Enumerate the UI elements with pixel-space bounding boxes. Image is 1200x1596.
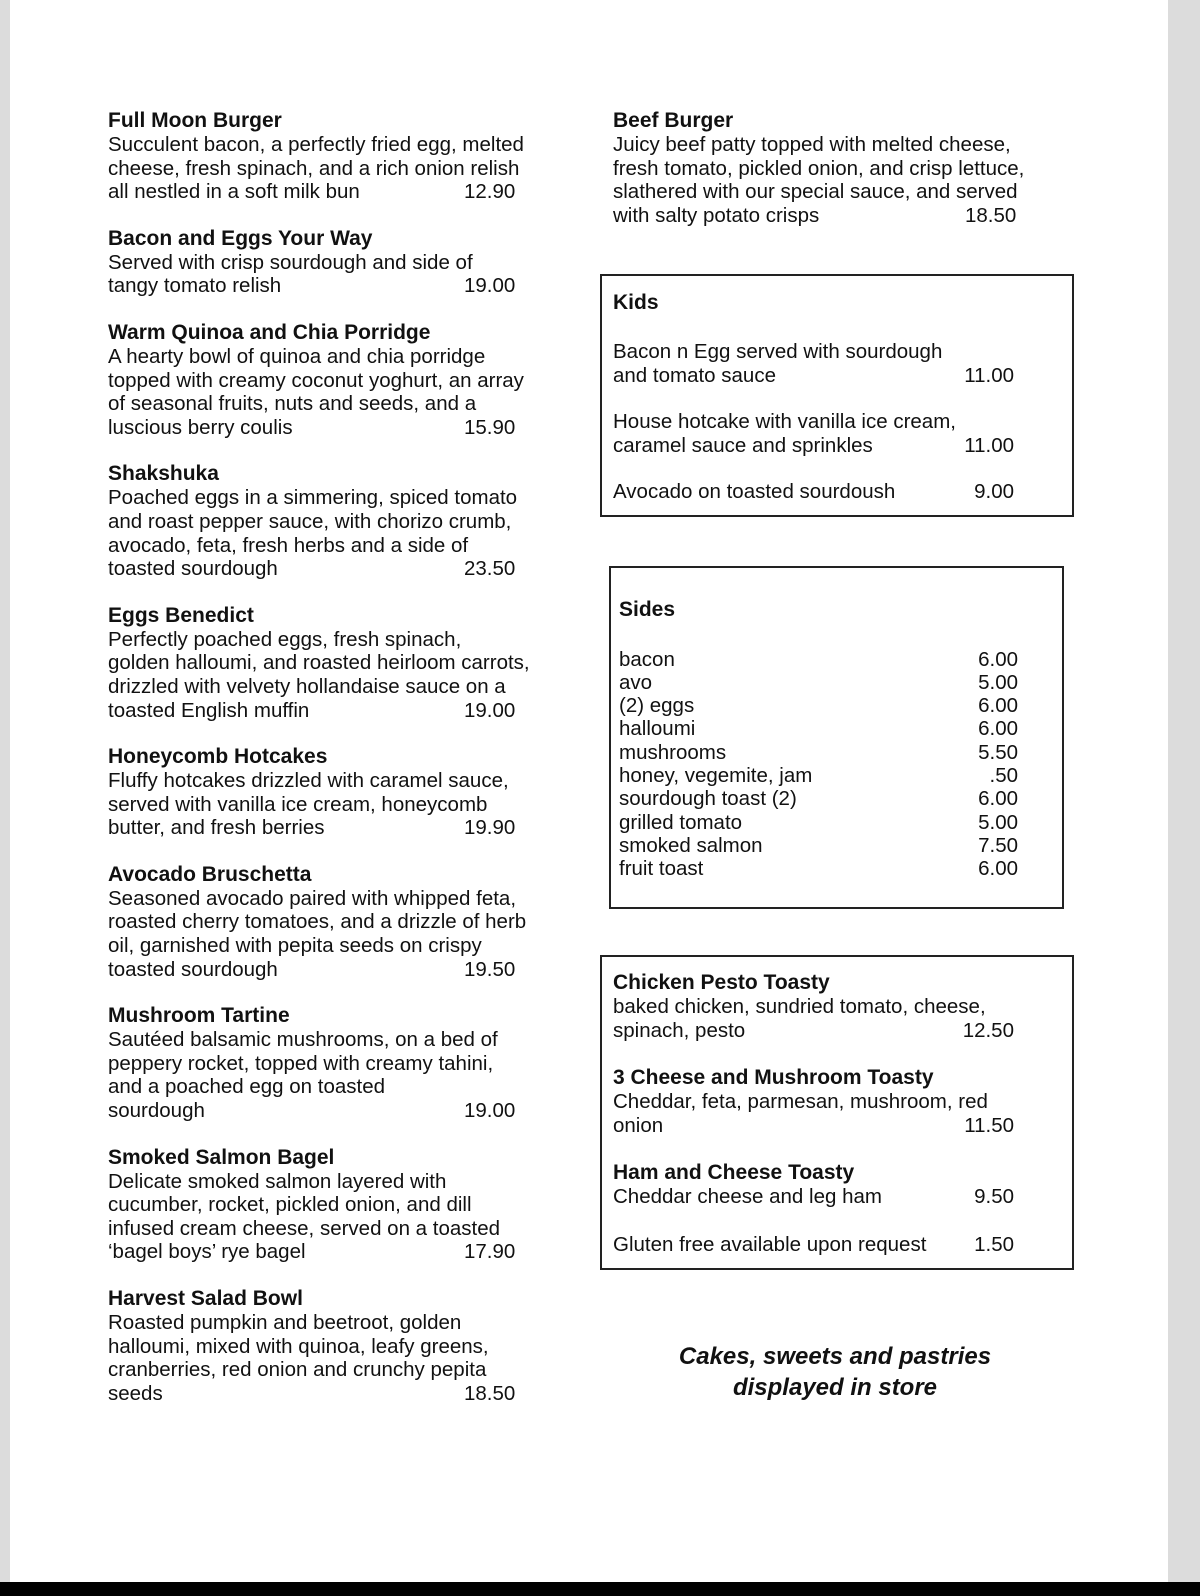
kids-item-price: 11.00: [964, 433, 1014, 457]
item-description: Roasted pumpkin and beetroot, golden: [108, 1311, 462, 1334]
side-item: [611, 717, 1062, 741]
item-description: cheese, fresh spinach, and a rich onion relish: [108, 156, 520, 180]
side-name: sourdough toast (2): [619, 787, 797, 810]
side-name: avo: [619, 671, 653, 694]
item-title: Full Moon Burger: [108, 109, 282, 132]
item-description-last: toasted English muffin 19.00: [108, 698, 516, 722]
sides-heading: Sides: [619, 598, 676, 621]
kids-item: [613, 340, 1068, 387]
kids-heading: Kids: [613, 291, 659, 314]
item-description: Served with crisp sourdough and side of: [108, 250, 473, 274]
item-price: 18.50: [965, 203, 1017, 227]
item-description: Juicy beef patty topped with melted cheese,: [613, 133, 1011, 156]
side-item: [611, 834, 1062, 858]
item-description: of seasonal fruits, nuts and seeds, and a: [108, 392, 477, 416]
item-description: Fluffy hotcakes drizzled with caramel sauce,: [108, 769, 509, 793]
side-item: [611, 857, 1062, 881]
item-price: 12.90: [464, 180, 516, 204]
menu-item: [108, 1146, 528, 1264]
item-title: Harvest Salad Bowl: [108, 1287, 303, 1310]
toasty-description: onion 11.50: [613, 1113, 1014, 1137]
side-price: 5.00: [978, 811, 1018, 834]
item-title: Shakshuka: [108, 462, 219, 486]
side-name: mushrooms: [619, 741, 727, 764]
toasty-item: [613, 1161, 1068, 1209]
toasty-title: Chicken Pesto Toasty: [613, 971, 830, 994]
toasty-price: 9.50: [974, 1185, 1014, 1208]
item-description-last: sourdough 19.00: [108, 1099, 516, 1123]
item-description: halloumi, mixed with quinoa, leafy greens,: [108, 1334, 489, 1358]
side-price: 6.00: [978, 787, 1018, 810]
item-title: Eggs Benedict: [108, 603, 254, 627]
cakes-note-line: displayed in store: [732, 1374, 938, 1401]
item-description: Perfectly poached eggs, fresh spinach,: [108, 627, 462, 651]
item-description: and a poached egg on toasted: [108, 1075, 385, 1099]
item-description: Sautéed balsamic mushrooms, on a bed of: [108, 1028, 498, 1052]
item-description-last: luscious berry coulis 15.90: [108, 415, 516, 439]
item-description: fresh tomato, pickled onion, and crisp lettuce,: [613, 156, 1025, 180]
toasty-description: Cheddar, feta, parmesan, mushroom, red: [613, 1090, 988, 1113]
item-title: Warm Quinoa and Chia Porridge: [108, 320, 431, 344]
item-title: Beef Burger: [613, 109, 734, 132]
item-description: oil, garnished with pepita seeds on crispy: [108, 934, 482, 958]
gluten-free-note: Gluten free available upon request 1.50: [613, 1233, 1014, 1256]
item-price: 19.90: [464, 816, 516, 840]
item-title: Smoked Salmon Bagel: [108, 1145, 335, 1169]
item-description-last: toasted sourdough 23.50: [108, 557, 516, 581]
side-price: .50: [989, 764, 1018, 787]
side-price: 6.00: [978, 694, 1018, 717]
side-name: honey, vegemite, jam: [619, 764, 813, 787]
item-description: Poached eggs in a simmering, spiced tomato: [108, 486, 518, 510]
kids-item-line: Avocado on toasted sourdoush 9.00: [613, 480, 1014, 503]
item-price: 17.90: [464, 1240, 516, 1264]
item-description: avocado, feta, fresh herbs and a side of: [108, 533, 469, 557]
item-description: infused cream cheese, served on a toasted: [108, 1216, 501, 1240]
side-item: [611, 764, 1062, 788]
item-description: cucumber, rocket, pickled onion, and dill: [108, 1193, 472, 1217]
kids-item-line: House hotcake with vanilla ice cream,: [613, 410, 956, 433]
beef-burger-item: [613, 109, 1033, 227]
item-price: 23.50: [464, 557, 516, 581]
item-description: Delicate smoked salmon layered with: [108, 1169, 447, 1193]
item-description-last: toasted sourdough 19.50: [108, 957, 516, 981]
toasty-description: baked chicken, sundried tomato, cheese,: [613, 995, 986, 1018]
menu-item: [108, 109, 528, 204]
item-description: Seasoned avocado paired with whipped feta,: [108, 886, 517, 910]
cakes-note: [640, 1341, 1030, 1403]
item-price: 19.00: [464, 1099, 516, 1123]
left-column: [108, 109, 528, 1428]
cakes-note-line: Cakes, sweets and pastries: [678, 1343, 992, 1370]
item-description: cranberries, red onion and crunchy pepita: [108, 1358, 487, 1382]
menu-item: [108, 863, 528, 981]
item-title: Avocado Bruschetta: [108, 862, 312, 886]
item-title: Bacon and Eggs Your Way: [108, 226, 373, 250]
side-name: bacon: [619, 648, 675, 671]
item-price: 18.50: [464, 1381, 516, 1405]
kids-item-line: and tomato sauce 11.00: [613, 363, 1014, 387]
item-description-last: all nestled in a soft milk bun 12.90: [108, 180, 516, 204]
side-name: (2) eggs: [619, 694, 695, 717]
item-description: served with vanilla ice cream, honeycomb: [108, 792, 488, 816]
menu-item: [108, 745, 528, 840]
item-price: 19.00: [464, 274, 516, 298]
menu-item: [108, 604, 528, 722]
kids-item-price: 9.00: [974, 480, 1014, 503]
item-title: Mushroom Tartine: [108, 1004, 290, 1028]
item-price: 15.90: [464, 415, 516, 439]
menu-item: [108, 1004, 528, 1122]
item-description: slathered with our special sauce, and served: [613, 180, 1018, 204]
item-description: golden halloumi, and roasted heirloom carrots,: [108, 651, 530, 675]
side-item: [611, 648, 1062, 672]
toasty-price: 12.50: [962, 1018, 1014, 1042]
item-description: and roast pepper sauce, with chorizo crumb,: [108, 509, 512, 533]
side-name: fruit toast: [619, 857, 704, 880]
menu-item: [108, 321, 528, 439]
item-description: Succulent bacon, a perfectly fried egg, melted: [108, 133, 524, 156]
side-name: grilled tomato: [619, 811, 743, 834]
toasties-box: [600, 955, 1074, 1270]
toasty-item: [613, 971, 1068, 1042]
menu-item: [108, 462, 528, 580]
kids-item: [613, 410, 1068, 457]
item-title: Honeycomb Hotcakes: [108, 745, 328, 769]
side-name: halloumi: [619, 717, 696, 740]
item-description: topped with creamy coconut yoghurt, an array: [108, 368, 524, 392]
menu-item: [108, 227, 528, 298]
item-price: 19.00: [464, 698, 516, 722]
side-item: [611, 671, 1062, 695]
side-price: 5.50: [978, 741, 1018, 764]
side-name: smoked salmon: [619, 834, 763, 857]
toasty-item: [613, 1066, 1068, 1137]
item-description-last: tangy tomato relish 19.00: [108, 274, 516, 298]
item-description-last: ‘bagel boys’ rye bagel 17.90: [108, 1240, 516, 1264]
side-item: [611, 694, 1062, 718]
kids-item: [613, 480, 1068, 504]
item-description: roasted cherry tomatoes, and a drizzle of herb: [108, 910, 527, 934]
item-description-last: seeds 18.50: [108, 1381, 516, 1405]
item-description: drizzled with velvety hollandaise sauce on a: [108, 674, 506, 698]
kids-box: [600, 274, 1074, 517]
side-price: 5.00: [978, 671, 1018, 694]
kids-item-line: caramel sauce and sprinkles 11.00: [613, 433, 1014, 457]
kids-item-price: 11.00: [964, 363, 1014, 387]
sides-box: [609, 566, 1064, 909]
item-price: 19.50: [464, 957, 516, 981]
item-description-last: butter, and fresh berries 19.90: [108, 816, 516, 840]
toasty-title: Ham and Cheese Toasty: [613, 1161, 855, 1184]
side-item: [611, 787, 1062, 811]
toasty-description: spinach, pesto 12.50: [613, 1018, 1014, 1042]
item-description-last: with salty potato crisps 18.50: [613, 203, 1017, 227]
side-item: [611, 811, 1062, 835]
side-price: 6.00: [978, 717, 1018, 740]
item-description: peppery rocket, topped with creamy tahini,: [108, 1051, 494, 1075]
toasty-price: 11.50: [964, 1113, 1014, 1137]
toasty-title: 3 Cheese and Mushroom Toasty: [613, 1066, 934, 1089]
gluten-free-price: 1.50: [974, 1233, 1014, 1256]
kids-item-line: Bacon n Egg served with sourdough: [613, 340, 943, 363]
side-price: 7.50: [978, 834, 1018, 857]
menu-item: [108, 1287, 528, 1405]
side-price: 6.00: [978, 648, 1018, 671]
side-price: 6.00: [978, 857, 1018, 880]
side-item: [611, 741, 1062, 765]
bottom-bar: [0, 1582, 1200, 1596]
toasty-description: Cheddar cheese and leg ham 9.50: [613, 1185, 1014, 1208]
item-description: A hearty bowl of quinoa and chia porridge: [108, 344, 486, 368]
